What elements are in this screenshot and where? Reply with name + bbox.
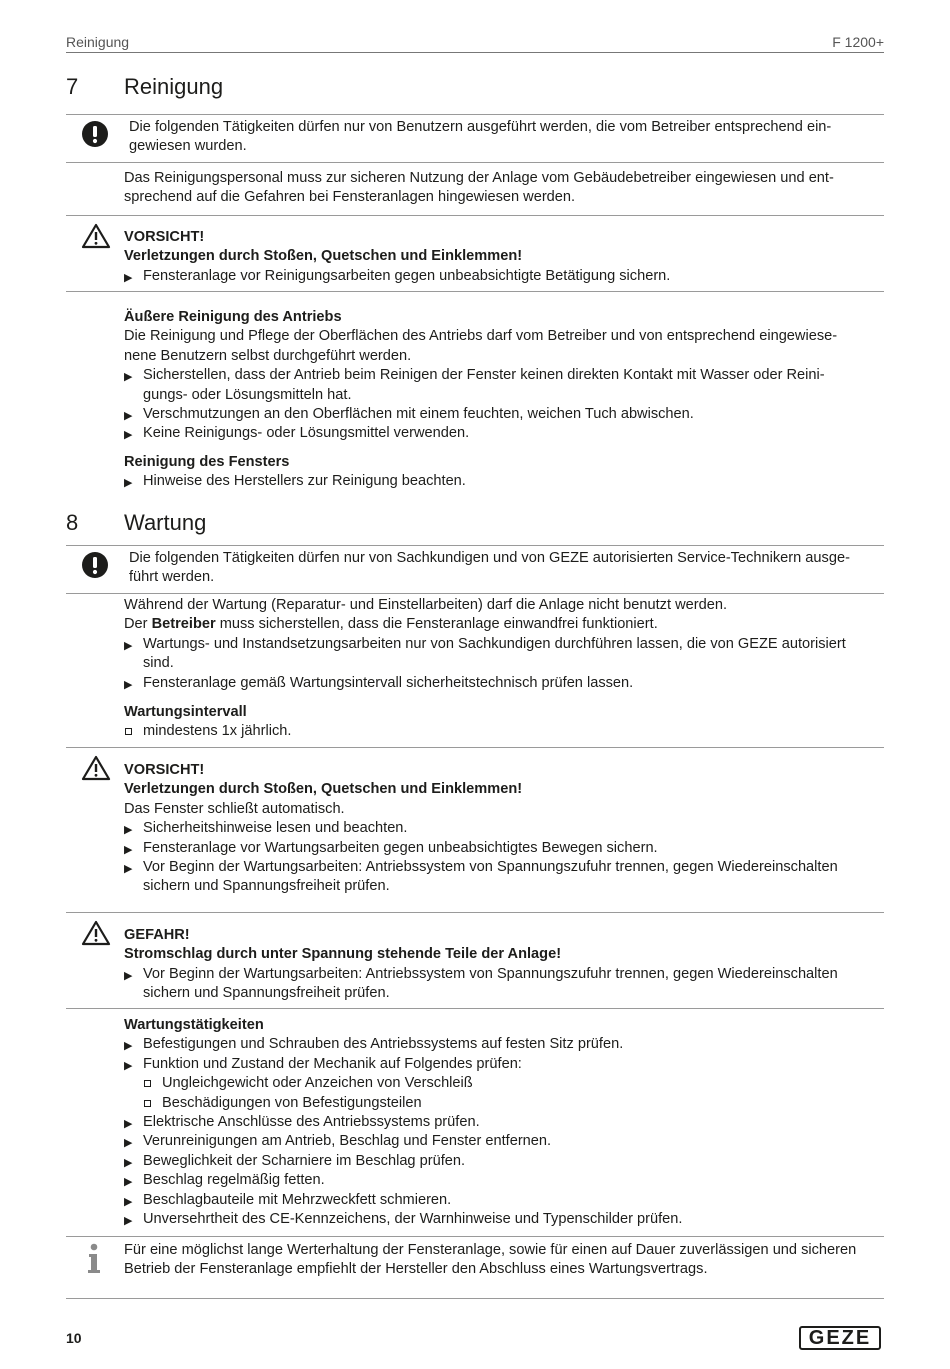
subheading: Wartungsintervall (124, 704, 247, 720)
list-item: ▶ Verschmutzungen an den Oberflächen mit einem feuchten, weichen Tuch abwischen. (124, 405, 884, 424)
divider (66, 162, 884, 163)
sub-list-item: Ungleichgewicht oder Anzeichen von Verschleiß (124, 1074, 884, 1093)
list-item: ▶ Unversehrtheit des CE-Kennzeichens, der Warnhinweise und Typenschilder prüfen. (124, 1210, 884, 1229)
divider (66, 1298, 884, 1299)
geze-logo: GEZE (799, 1326, 881, 1350)
list-item: ▶ Fensteranlage gemäß Wartungsintervall sicherheitstechnisch prüfen lassen. (124, 674, 884, 693)
text-run: Der (124, 616, 152, 633)
list-item: ▶ Fensteranlage vor Reinigungsarbeiten gegen unbeabsichtigte Betätigung sichern. (124, 267, 884, 286)
danger-block (124, 926, 884, 1004)
caution-block (124, 761, 884, 897)
divider (66, 747, 884, 748)
list-item: ▶ Befestigungen und Schrauben des Antriebssystems auf festen Sitz prüfen. (124, 1035, 884, 1054)
running-header-left: Reinigung (66, 34, 130, 50)
divider (66, 593, 884, 594)
header-rule (66, 52, 884, 53)
notice-text: Die folgenden Tätigkeiten dürfen nur von Benutzern ausgeführt werden, die vom Betreiber entsprechend ein- gewiesen wurden. (129, 119, 832, 155)
divider (66, 545, 884, 546)
list-item: ▶ Funktion und Zustand der Mechanik auf Folgendes prüfen: (124, 1055, 884, 1074)
warning-triangle-icon (81, 223, 111, 249)
paragraph: Die Reinigung und Pflege der Oberflächen des Antriebs darf vom Betreiber und von entsprechend eingewiese- nene Benutzern selbst durchgeführt werden. (124, 328, 838, 364)
interval-block (124, 703, 884, 742)
list-item: mindestens 1x jährlich. (124, 722, 884, 741)
info-icon (84, 1243, 104, 1275)
list-item: ▶ Vor Beginn der Wartungsarbeiten: Antriebssystem von Spannungszufuhr trennen, gegen Wiedereinschalten sichern und Spannungsfreiheit prüfen. (124, 965, 884, 1004)
intro-text: Das Reinigungspersonal muss zur sicheren Nutzung der Anlage vom Gebäudebetreiber eingewiesen und ent- sprechend auf die Gefahren bei Fensteranlagen hingewiesen werden. (124, 170, 834, 206)
text-run: muss sicherstellen, dass die Fensteranlage einwandfrei funktioniert. (215, 616, 658, 633)
caution-subtitle: Verletzungen durch Stoßen, Quetschen und Einklemmen! (124, 781, 523, 798)
list-item: ▶ Sicherheitshinweise lesen und beachten. (124, 819, 884, 838)
list-item: ▶ Sicherstellen, dass der Antrieb beim Reinigen der Fenster keinen direkten Kontakt mit Wasser oder Reini- gungs- oder Lösungsmitteln hat. (124, 366, 884, 405)
list-item: ▶ Vor Beginn der Wartungsarbeiten: Antriebssystem von Spannungszufuhr trennen, gegen Wiedereinschalten sichern und Spannungsfreiheit prüfen. (124, 858, 884, 897)
subheading: Wartungstätigkeiten (124, 1017, 264, 1033)
page-number: 10 (66, 1330, 82, 1346)
divider (66, 215, 884, 216)
paragraph: Während der Wartung (Reparatur- und Einstellarbeiten) darf die Anlage nicht benutzt werden. (124, 597, 728, 613)
text-run-bold: Betreiber (151, 616, 216, 633)
caution-subtitle: Verletzungen durch Stoßen, Quetschen und Einklemmen! (124, 248, 523, 265)
window-cleaning-block (124, 453, 884, 492)
divider (66, 114, 884, 115)
exclamation-icon (82, 552, 108, 578)
list-item: ▶ Fensteranlage vor Wartungsarbeiten gegen unbeabsichtigtes Bewegen sichern. (124, 839, 884, 858)
list-item: ▶ Beschlagbauteile mit Mehrzweckfett schmieren. (124, 1191, 884, 1210)
caution-block (124, 228, 884, 286)
caution-title: VORSICHT! (124, 229, 205, 245)
subheading: Reinigung des Fensters (124, 454, 290, 470)
caution-title: VORSICHT! (124, 762, 205, 778)
list-item: ▶ Keine Reinigungs- oder Lösungsmittel verwenden. (124, 424, 884, 443)
subheading: Äußere Reinigung des Antriebs (124, 309, 342, 325)
paragraph (124, 615, 884, 634)
notice-text: Die folgenden Tätigkeiten dürfen nur von Sachkundigen und von GEZE autorisierten Service-Technikern ausge- führt werden. (129, 550, 850, 586)
divider (66, 912, 884, 913)
sub-list-item: Beschädigungen von Befestigungsteilen (124, 1094, 884, 1113)
divider (66, 1008, 884, 1009)
danger-subtitle: Stromschlag durch unter Spannung stehende Teile der Anlage! (124, 946, 562, 963)
info-text: Für eine möglichst lange Werterhaltung der Fensteranlage, sowie für einen auf Dauer zuverlässigen und sicheren Betrieb der Fensteranlage empfiehlt der Hersteller den Abschluss eines Wartungsvertrags. (124, 1242, 857, 1278)
section-title: Reinigung (124, 74, 224, 99)
list-item: ▶ Beweglichkeit der Scharniere im Beschlag prüfen. (124, 1152, 884, 1171)
running-header-right: F 1200+ (832, 34, 884, 50)
list-item: ▶ Wartungs- und Instandsetzungsarbeiten nur von Sachkundigen durchführen lassen, die von GEZE autorisiert sind. (124, 635, 884, 674)
list-item: ▶ Hinweise des Herstellers zur Reinigung beachten. (124, 472, 884, 491)
exclamation-icon (82, 121, 108, 147)
section-title: Wartung (124, 510, 207, 535)
warning-triangle-icon (81, 920, 111, 946)
danger-title: GEFAHR! (124, 927, 190, 943)
divider (66, 291, 884, 292)
list-item: ▶ Beschlag regelmäßig fetten. (124, 1171, 884, 1190)
outer-cleaning-block (124, 308, 884, 444)
section-number: 7 (66, 74, 79, 99)
paragraph: Das Fenster schließt automatisch. (124, 800, 345, 817)
divider (66, 1236, 884, 1237)
list-item: ▶ Verunreinigungen am Antrieb, Beschlag und Fenster entfernen. (124, 1132, 884, 1151)
maintenance-intro (124, 596, 884, 693)
warning-triangle-icon (81, 755, 111, 781)
section-number: 8 (66, 510, 79, 535)
tasks-block (124, 1016, 884, 1229)
list-item: ▶ Elektrische Anschlüsse des Antriebssystems prüfen. (124, 1113, 884, 1132)
